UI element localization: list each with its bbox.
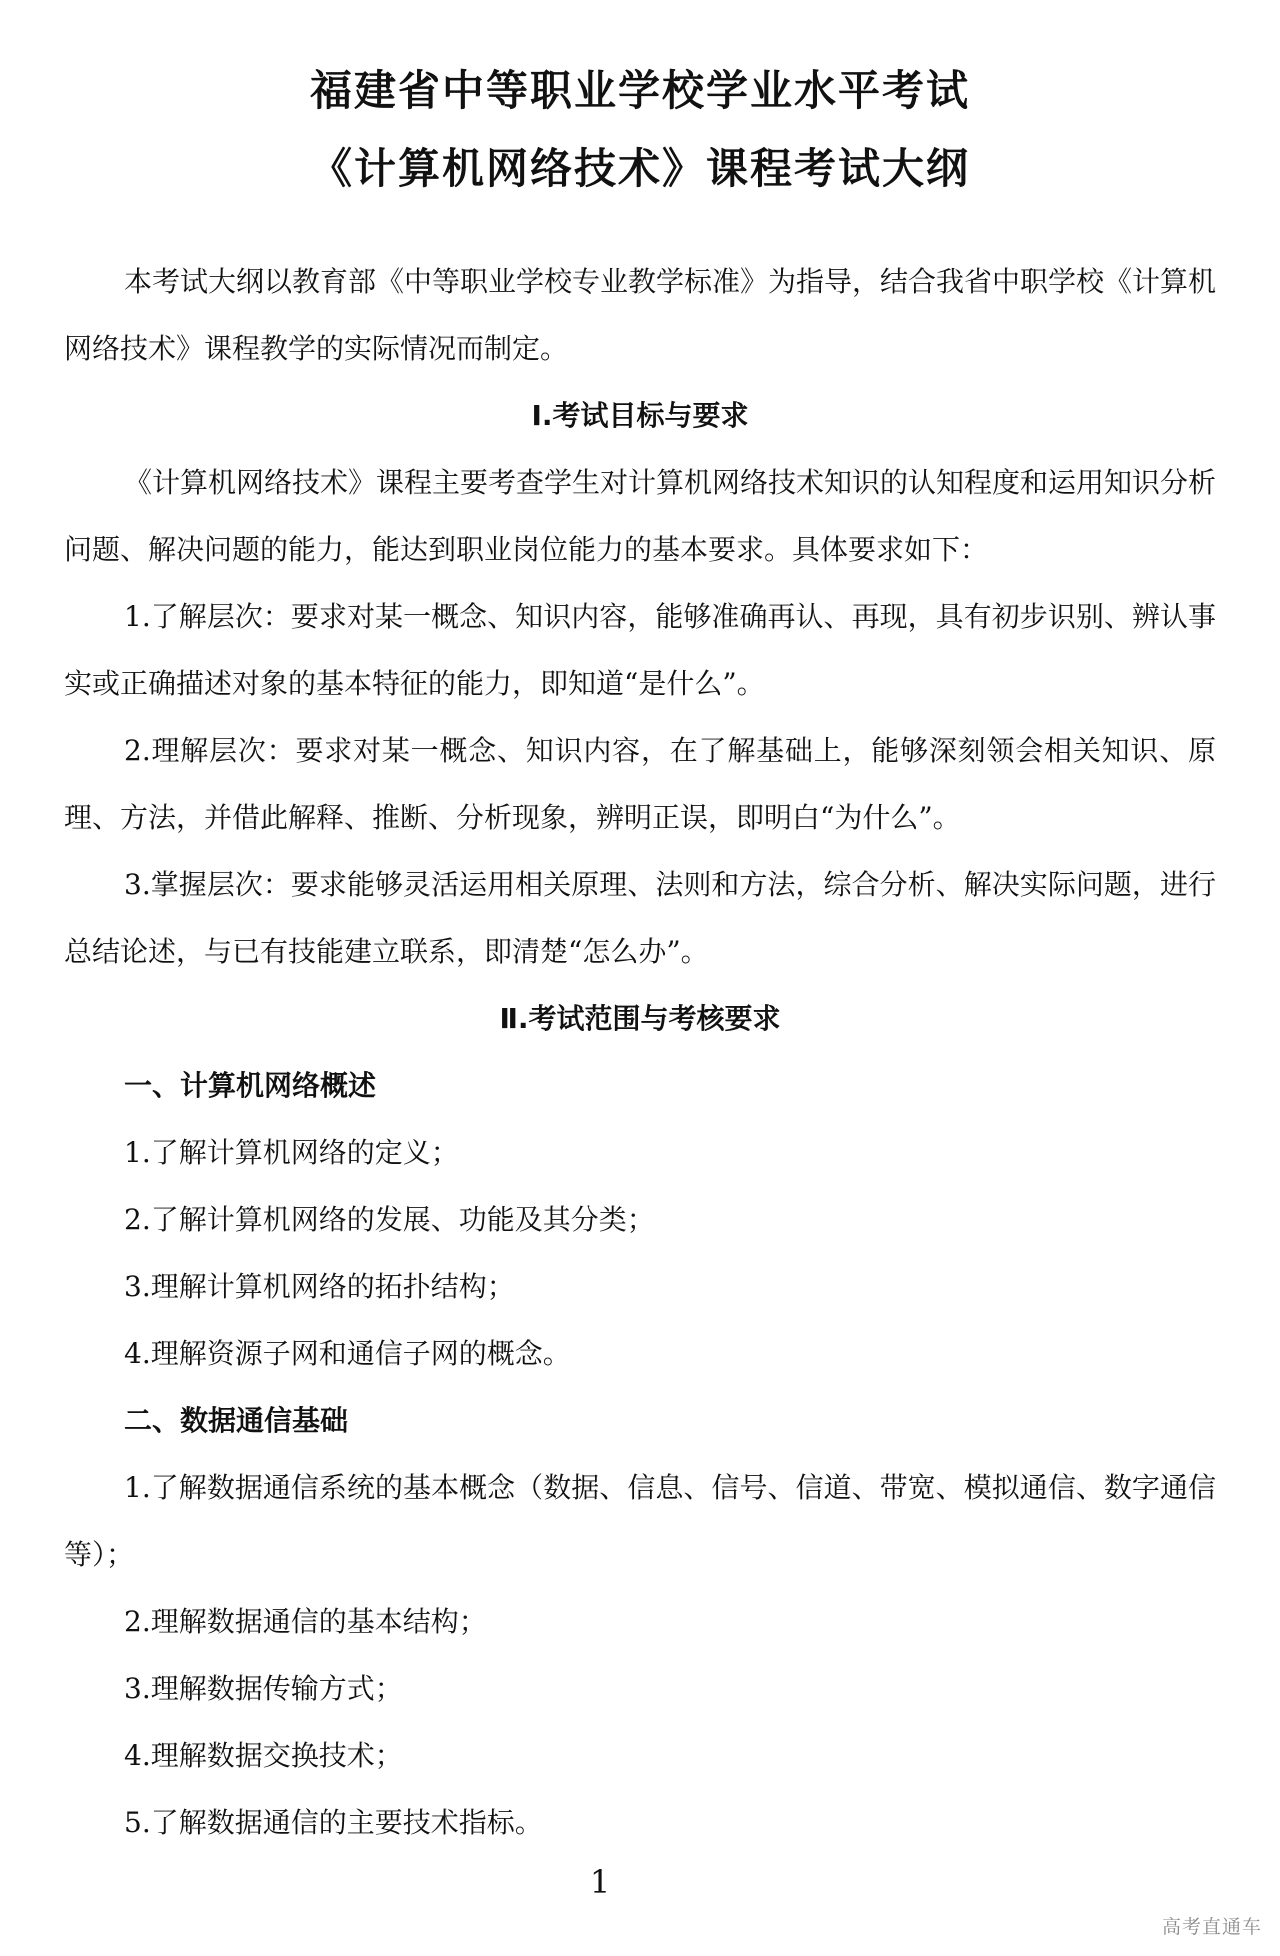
document-body: [64, 248, 1216, 1856]
document-title-line2: 《计算机网络技术》课程考试大纲: [309, 144, 970, 193]
level-item: 3.掌握层次：要求能够灵活运用相关原理、法则和方法，综合分析、解决实际问题，进行总结论述，与已有技能建立联系，即清楚“怎么办”。: [64, 868, 1216, 968]
list-item: 1.了解计算机网络的定义；: [124, 1136, 459, 1169]
document-title-line1: 福建省中等职业学校学业水平考试: [309, 66, 970, 115]
list-item: 4.理解数据交换技术；: [124, 1739, 403, 1772]
watermark-text: 高考直通车: [1161, 1916, 1262, 1938]
level-item: 2.理解层次：要求对某一概念、知识内容，在了解基础上，能够深刻领会相关知识、原理、方法，并借此解释、推断、分析现象，辨明正误，即明白“为什么”。: [64, 734, 1216, 834]
list-item: 5.了解数据通信的主要技术指标。: [124, 1806, 543, 1839]
section2-title: 二、数据通信基础: [124, 1404, 349, 1437]
part2-heading: Ⅱ.考试范围与考核要求: [499, 1002, 781, 1035]
intro-paragraph: 本考试大纲以教育部《中等职业学校专业教学标准》为指导，结合我省中职学校《计算机网络技术》课程教学的实际情况而制定。: [64, 265, 1217, 365]
level-item: 1.了解层次：要求对某一概念、知识内容，能够准确再认、再现，具有初步识别、辨认事实或正确描述对象的基本特征的能力，即知道“是什么”。: [64, 600, 1216, 700]
part1-paragraph: 《计算机网络技术》课程主要考查学生对计算机网络技术知识的认知程度和运用知识分析问题、解决问题的能力，能达到职业岗位能力的基本要求。具体要求如下：: [64, 466, 1217, 566]
list-item: 4.理解资源子网和通信子网的概念。: [124, 1337, 571, 1370]
list-item: 3.理解数据传输方式；: [124, 1672, 403, 1705]
page-number: 1: [589, 1863, 611, 1901]
list-item: 2.了解计算机网络的发展、功能及其分类；: [124, 1203, 655, 1236]
list-item: 2.理解数据通信的基本结构；: [124, 1605, 487, 1638]
section1-title: 一、计算机网络概述: [124, 1069, 377, 1102]
list-item: 3.理解计算机网络的拓扑结构；: [124, 1270, 515, 1303]
part1-heading: Ⅰ.考试目标与要求: [531, 399, 749, 432]
list-item: 1.了解数据通信系统的基本概念（数据、信息、信号、信道、带宽、模拟通信、数字通信等）；: [64, 1471, 1216, 1571]
